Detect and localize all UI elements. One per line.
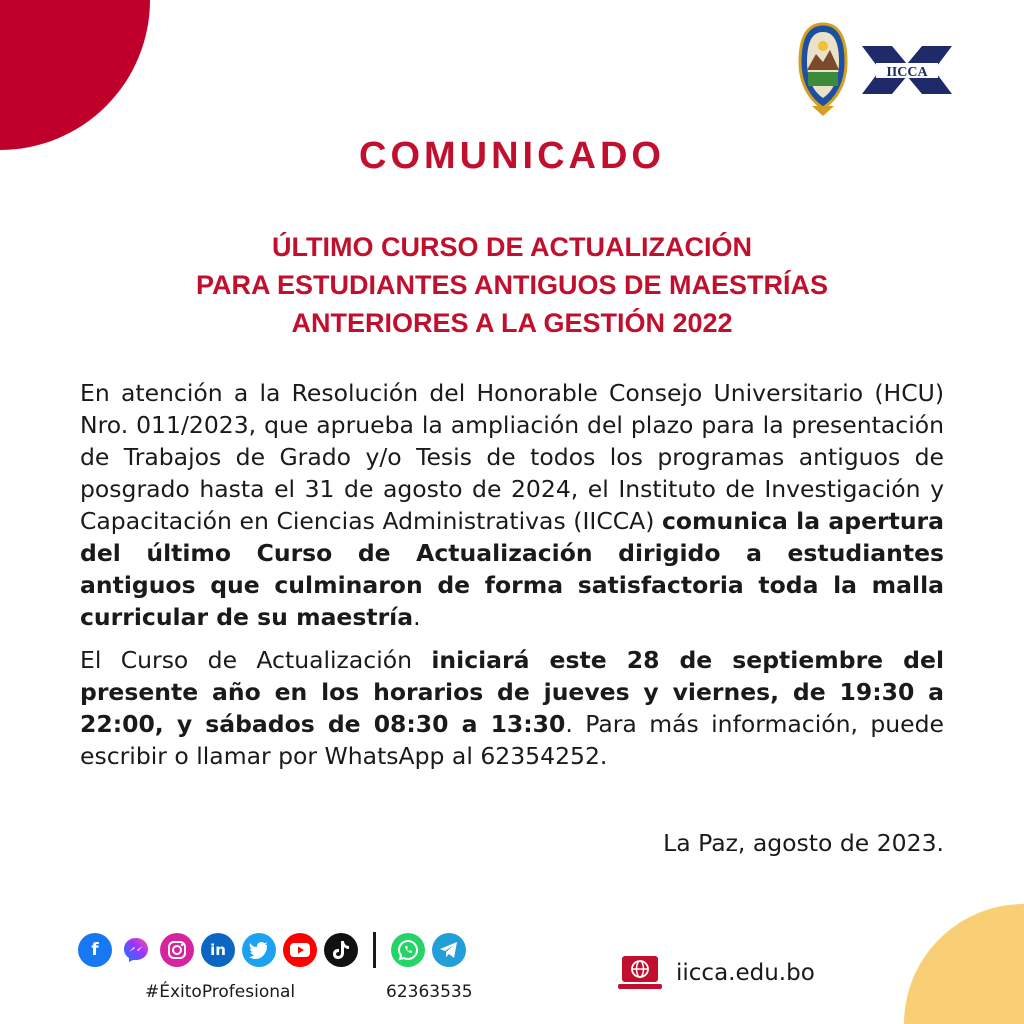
paragraph-highlight: comunica la apertura del último Curso de Actualización dirigido a estudiantes antiguos que culminaron de forma satisfactoria toda la malla curricular de su maestría	[80, 507, 945, 631]
decorative-red-circle	[0, 0, 150, 150]
paragraph-text: .	[413, 603, 421, 631]
linkedin-icon[interactable]: in	[201, 933, 235, 967]
page-title: COMUNICADO	[359, 135, 665, 177]
header-logos	[798, 22, 952, 118]
iicca-logo	[862, 42, 952, 98]
signoff-date: La Paz, agosto de 2023.	[663, 829, 944, 857]
website-link[interactable]	[618, 956, 815, 990]
youtube-icon[interactable]	[283, 933, 317, 967]
paragraph-schedule	[80, 644, 944, 772]
paragraph-text: . Para más información, puede escribir o llamar por WhatsApp al 62354252.	[80, 710, 944, 770]
messenger-icon[interactable]	[119, 933, 153, 967]
subtitle-line: ANTERIORES A LA GESTIÓN 2022	[291, 308, 733, 338]
phone-number: 62363535	[386, 982, 473, 1002]
paragraph-resolution	[80, 377, 944, 633]
subtitle-line: ÚLTIMO CURSO DE ACTUALIZACIÓN	[272, 232, 752, 262]
telegram-icon[interactable]	[432, 933, 466, 967]
hashtag: #ÉxitoProfesional	[145, 982, 296, 1002]
subtitle-line: PARA ESTUDIANTES ANTIGUOS DE MAESTRÍAS	[195, 270, 829, 300]
paragraph-text: En atención a la Resolución del Honorable Consejo Universitario (HCU) Nro. 011/2023, que aprueba la ampliación del plazo para la presentación de Trabajos de Grado y/o Tesis de todos los programas antiguos de posgrado hasta el 31 de agosto de 2024, el Instituto de Investigación y Capacitación en Ciencias Administrativas (IICCA)	[80, 379, 944, 535]
announcement-subtitle	[0, 228, 1024, 342]
whatsapp-icon[interactable]	[391, 933, 425, 967]
separator	[373, 932, 376, 968]
social-icons-row	[78, 932, 466, 968]
tiktok-icon[interactable]	[324, 933, 358, 967]
twitter-icon[interactable]	[242, 933, 276, 967]
globe-laptop-icon	[618, 956, 662, 990]
instagram-icon[interactable]	[160, 933, 194, 967]
svg-text:IICCA: IICCA	[886, 65, 928, 80]
website-url[interactable]: iicca.edu.bo	[676, 960, 815, 986]
facebook-icon[interactable]: f	[78, 933, 112, 967]
decorative-yellow-circle	[904, 904, 1024, 1024]
announcement-body	[80, 377, 944, 783]
paragraph-text: El Curso de Actualización	[80, 646, 432, 674]
paragraph-highlight: iniciará este 28 de septiembre del presente año en los horarios de jueves y viernes, de 19:30 a 22:00, y sábados de 08:30 a 13:30	[80, 646, 944, 738]
university-seal-logo	[798, 22, 848, 118]
